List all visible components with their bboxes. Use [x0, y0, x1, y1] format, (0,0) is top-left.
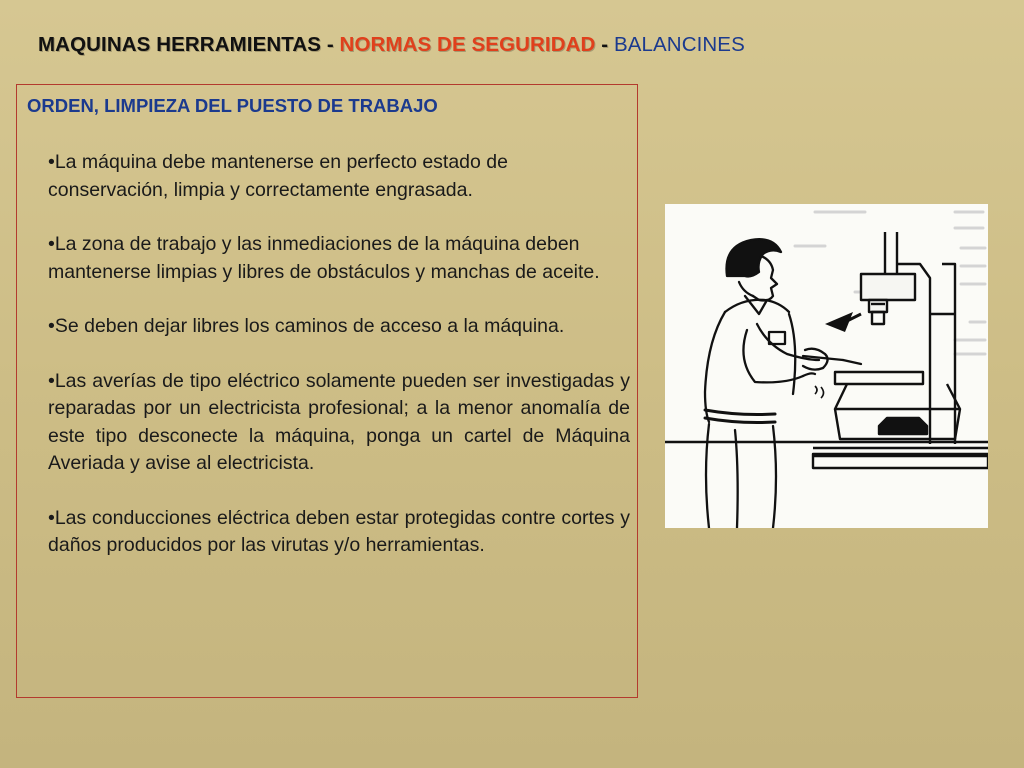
press-machine: [665, 232, 988, 468]
title-safety-norms: NORMAS DE SEGURIDAD: [339, 33, 596, 56]
illustration-drawing: [665, 204, 988, 528]
bullet-item: •Las conducciones eléctrica deben estar protegidas contre cortes y daños producidos por las virutas y/o herramientas.: [48, 506, 630, 556]
bullet-item: •La zona de trabajo y las inmediaciones de la máquina deben mantenerse limpias y libres de obstáculos y manchas de aceite.: [48, 233, 600, 283]
title-machines: MAQUINAS HERRAMIENTAS -: [38, 33, 340, 56]
bullet-item: •Se deben dejar libres los caminos de acceso a la máquina.: [48, 315, 565, 337]
motion-marks: [815, 386, 824, 398]
bullet-item: •La máquina debe mantenerse en perfecto estado de conservación, limpia y correctamente engrasada.: [48, 151, 508, 201]
title-balancines: BALANCINES: [613, 33, 745, 56]
section-heading: ORDEN, LIMPIEZA DEL PUESTO DE TRABAJO: [27, 95, 438, 116]
bullet-item: •Las averías de tipo eléctrico solamente pueden ser investigadas y reparadas por un electricista profesional; a la menor anomalía de este tipo desconecte la máquina, ponga un cartel de Máquina Averiada y avise al electricista.: [48, 369, 630, 474]
content-panel: [16, 84, 638, 698]
slide-title: [38, 33, 998, 57]
press-operator-illustration: [665, 204, 988, 528]
bullet-list: [48, 149, 630, 587]
warning-arrow-icon: [825, 312, 853, 332]
title-separator: -: [595, 33, 614, 56]
